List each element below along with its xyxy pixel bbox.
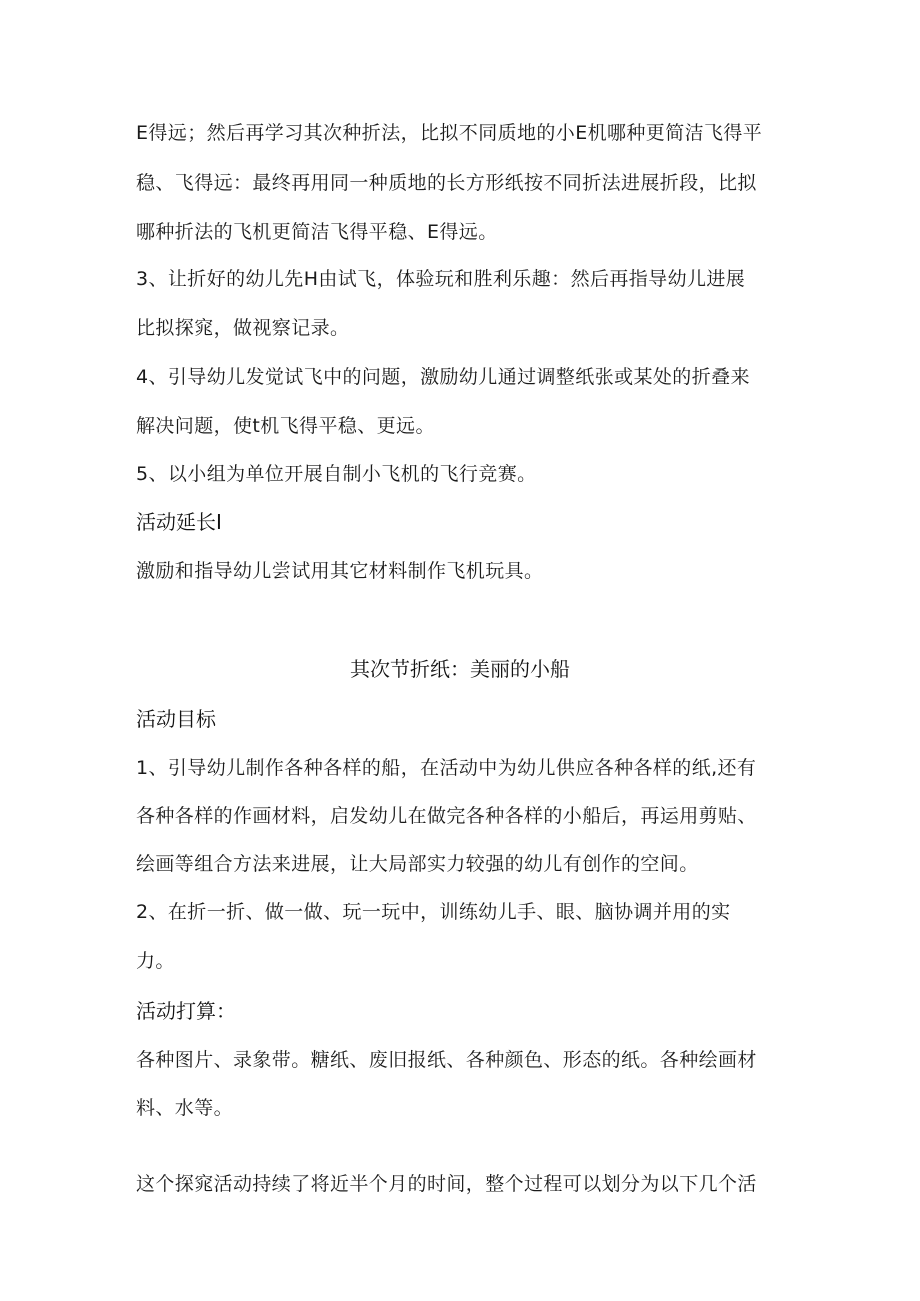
paragraph-line: 稳、飞得远：最终再用同一种质地的长方形纸按不同折法进展折段，比拟 — [136, 172, 757, 194]
goals-heading: 活动目标 — [136, 707, 216, 731]
list-item-5: 5、以小组为单位开展自制小飞机的飞行竞赛。 — [136, 463, 537, 485]
goal-2-line: 力。 — [136, 950, 175, 972]
goal-2-line: 2、在折一折、做一做、玩一玩中，训练幼儿手、眼、脑协调并用的实 — [136, 901, 731, 923]
prep-text-line: 料、水等。 — [136, 1097, 234, 1119]
extension-text: 激励和指导幼儿尝试用其它材料制作飞机玩具。 — [136, 560, 544, 582]
paragraph-line: E得远；然后再学习其次种折法，比拟不同质地的小E机哪种更简洁飞得平 — [136, 122, 763, 144]
goal-1-line: 绘画等组合方法来进展，让大局部实力较强的幼儿有创作的空间。 — [136, 853, 699, 875]
goal-1-line: 1、引导幼儿制作各种各样的船，在活动中为幼儿供应各种各样的纸,还有 — [136, 757, 757, 779]
prep-text-line: 各种图片、录象带。糖纸、废旧报纸、各种颜色、形态的纸。各种绘画材 — [136, 1049, 757, 1071]
extension-heading: 活动延长I — [136, 510, 222, 534]
list-item-3-line: 比拟探窕，做视察记录。 — [136, 317, 350, 339]
list-item-3-line: 3、让折好的幼儿先H由试飞，体验玩和胜利乐趣：然后再指导幼儿进展 — [136, 268, 746, 290]
paragraph-line: 哪种折法的飞机更简洁飞得平稳、E得远。 — [136, 221, 498, 243]
list-item-4-line: 解决问题，使t机飞得平稳、更远。 — [136, 415, 435, 437]
goal-1-line: 各种各样的作画材料，启发幼儿在做完各种各样的小船后，再运用剪贴、 — [136, 805, 757, 827]
list-item-4-line: 4、引导幼儿发觉试飞中的问题，激励幼儿通过调整纸张或某处的折叠来 — [136, 366, 750, 388]
section-title: 其次节折纸：美丽的小船 — [350, 657, 570, 681]
prep-heading: 活动打算： — [136, 999, 236, 1023]
closing-paragraph-line: 这个探窕活动持续了将近半个月的时间，整个过程可以划分为以下几个活 — [136, 1173, 757, 1195]
